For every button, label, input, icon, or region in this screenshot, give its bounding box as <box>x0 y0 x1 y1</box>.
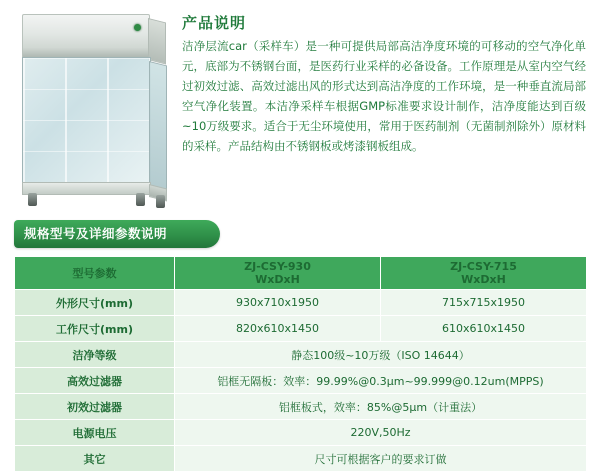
header-cell-model-2 <box>381 257 587 290</box>
description-body: 洁净层流car（采样车）是一种可提供局部高洁净度环境的可移动的空气净化单元，底部为不锈钢台面，是医药行业采样的必备设备。工作原理是从室内空气经过初效过滤、高效过滤出风的形式达到高洁净度的工作环境，是一种垂直流局部空气净化装置。本洁净采样车根据GMP标准要求设计制作，洁净度能达到百级~10万级要求。适合于无尘环境使用，常用于医药制剂（无菌制剂除外）原材料的采样。产品结构由不锈钢板或烤漆钢板组成。 <box>182 39 586 153</box>
cabinet-top-panel <box>22 14 150 50</box>
header-cell-model-1 <box>175 257 381 290</box>
row-value: 715x715x1950 <box>381 290 587 316</box>
row-value: 930x710x1950 <box>175 290 381 316</box>
table-row <box>15 446 587 472</box>
row-label: 高效过滤器 <box>15 368 175 394</box>
row-label: 其它 <box>15 446 175 472</box>
table-row <box>15 342 587 368</box>
description-title: 产品说明 <box>182 14 247 32</box>
cabinet-top-face <box>22 48 150 57</box>
table-row <box>15 290 587 316</box>
spec-table <box>14 256 587 472</box>
section-header-label: 规格型号及详细参数说明 <box>24 226 168 241</box>
power-indicator-icon <box>134 24 141 31</box>
section-header-bar <box>14 220 220 248</box>
caster-wheel <box>136 193 145 206</box>
table-row <box>15 394 587 420</box>
table-row <box>15 316 587 342</box>
row-value: 220V,50Hz <box>175 420 587 446</box>
row-value: 尺寸可根据客户的要求订做 <box>175 446 587 472</box>
row-label: 外形尺寸(mm) <box>15 290 175 316</box>
cabinet-glass-side <box>149 61 167 190</box>
row-label: 工作尺寸(mm) <box>15 316 175 342</box>
cabinet-base <box>22 182 151 195</box>
model-name: ZJ-CSY-715 <box>450 260 517 273</box>
row-value: 820x610x1450 <box>175 316 381 342</box>
model-dims: WxDxH <box>461 273 506 286</box>
row-value: 静态100级~10万级（ISO 14644） <box>175 342 587 368</box>
cabinet-glass-front <box>22 57 151 184</box>
product-image <box>8 6 176 211</box>
model-name: ZJ-CSY-930 <box>244 260 311 273</box>
caster-wheel <box>28 193 37 206</box>
row-label: 洁净等级 <box>15 342 175 368</box>
model-dims: WxDxH <box>255 273 300 286</box>
table-header-row <box>15 257 587 290</box>
row-value: 铝框板式，效率：85%@5μm（计重法） <box>175 394 587 420</box>
table-row <box>15 368 587 394</box>
table-row <box>15 420 587 446</box>
row-label: 电源电压 <box>15 420 175 446</box>
row-value: 铝框无隔板：效率：99.99%@0.3μm~99.999@0.12um(MPPS) <box>175 368 587 394</box>
row-label: 初效过滤器 <box>15 394 175 420</box>
row-value: 610x610x1450 <box>381 316 587 342</box>
caster-wheel <box>156 195 165 208</box>
header-cell-param: 型号参数 <box>15 257 175 290</box>
